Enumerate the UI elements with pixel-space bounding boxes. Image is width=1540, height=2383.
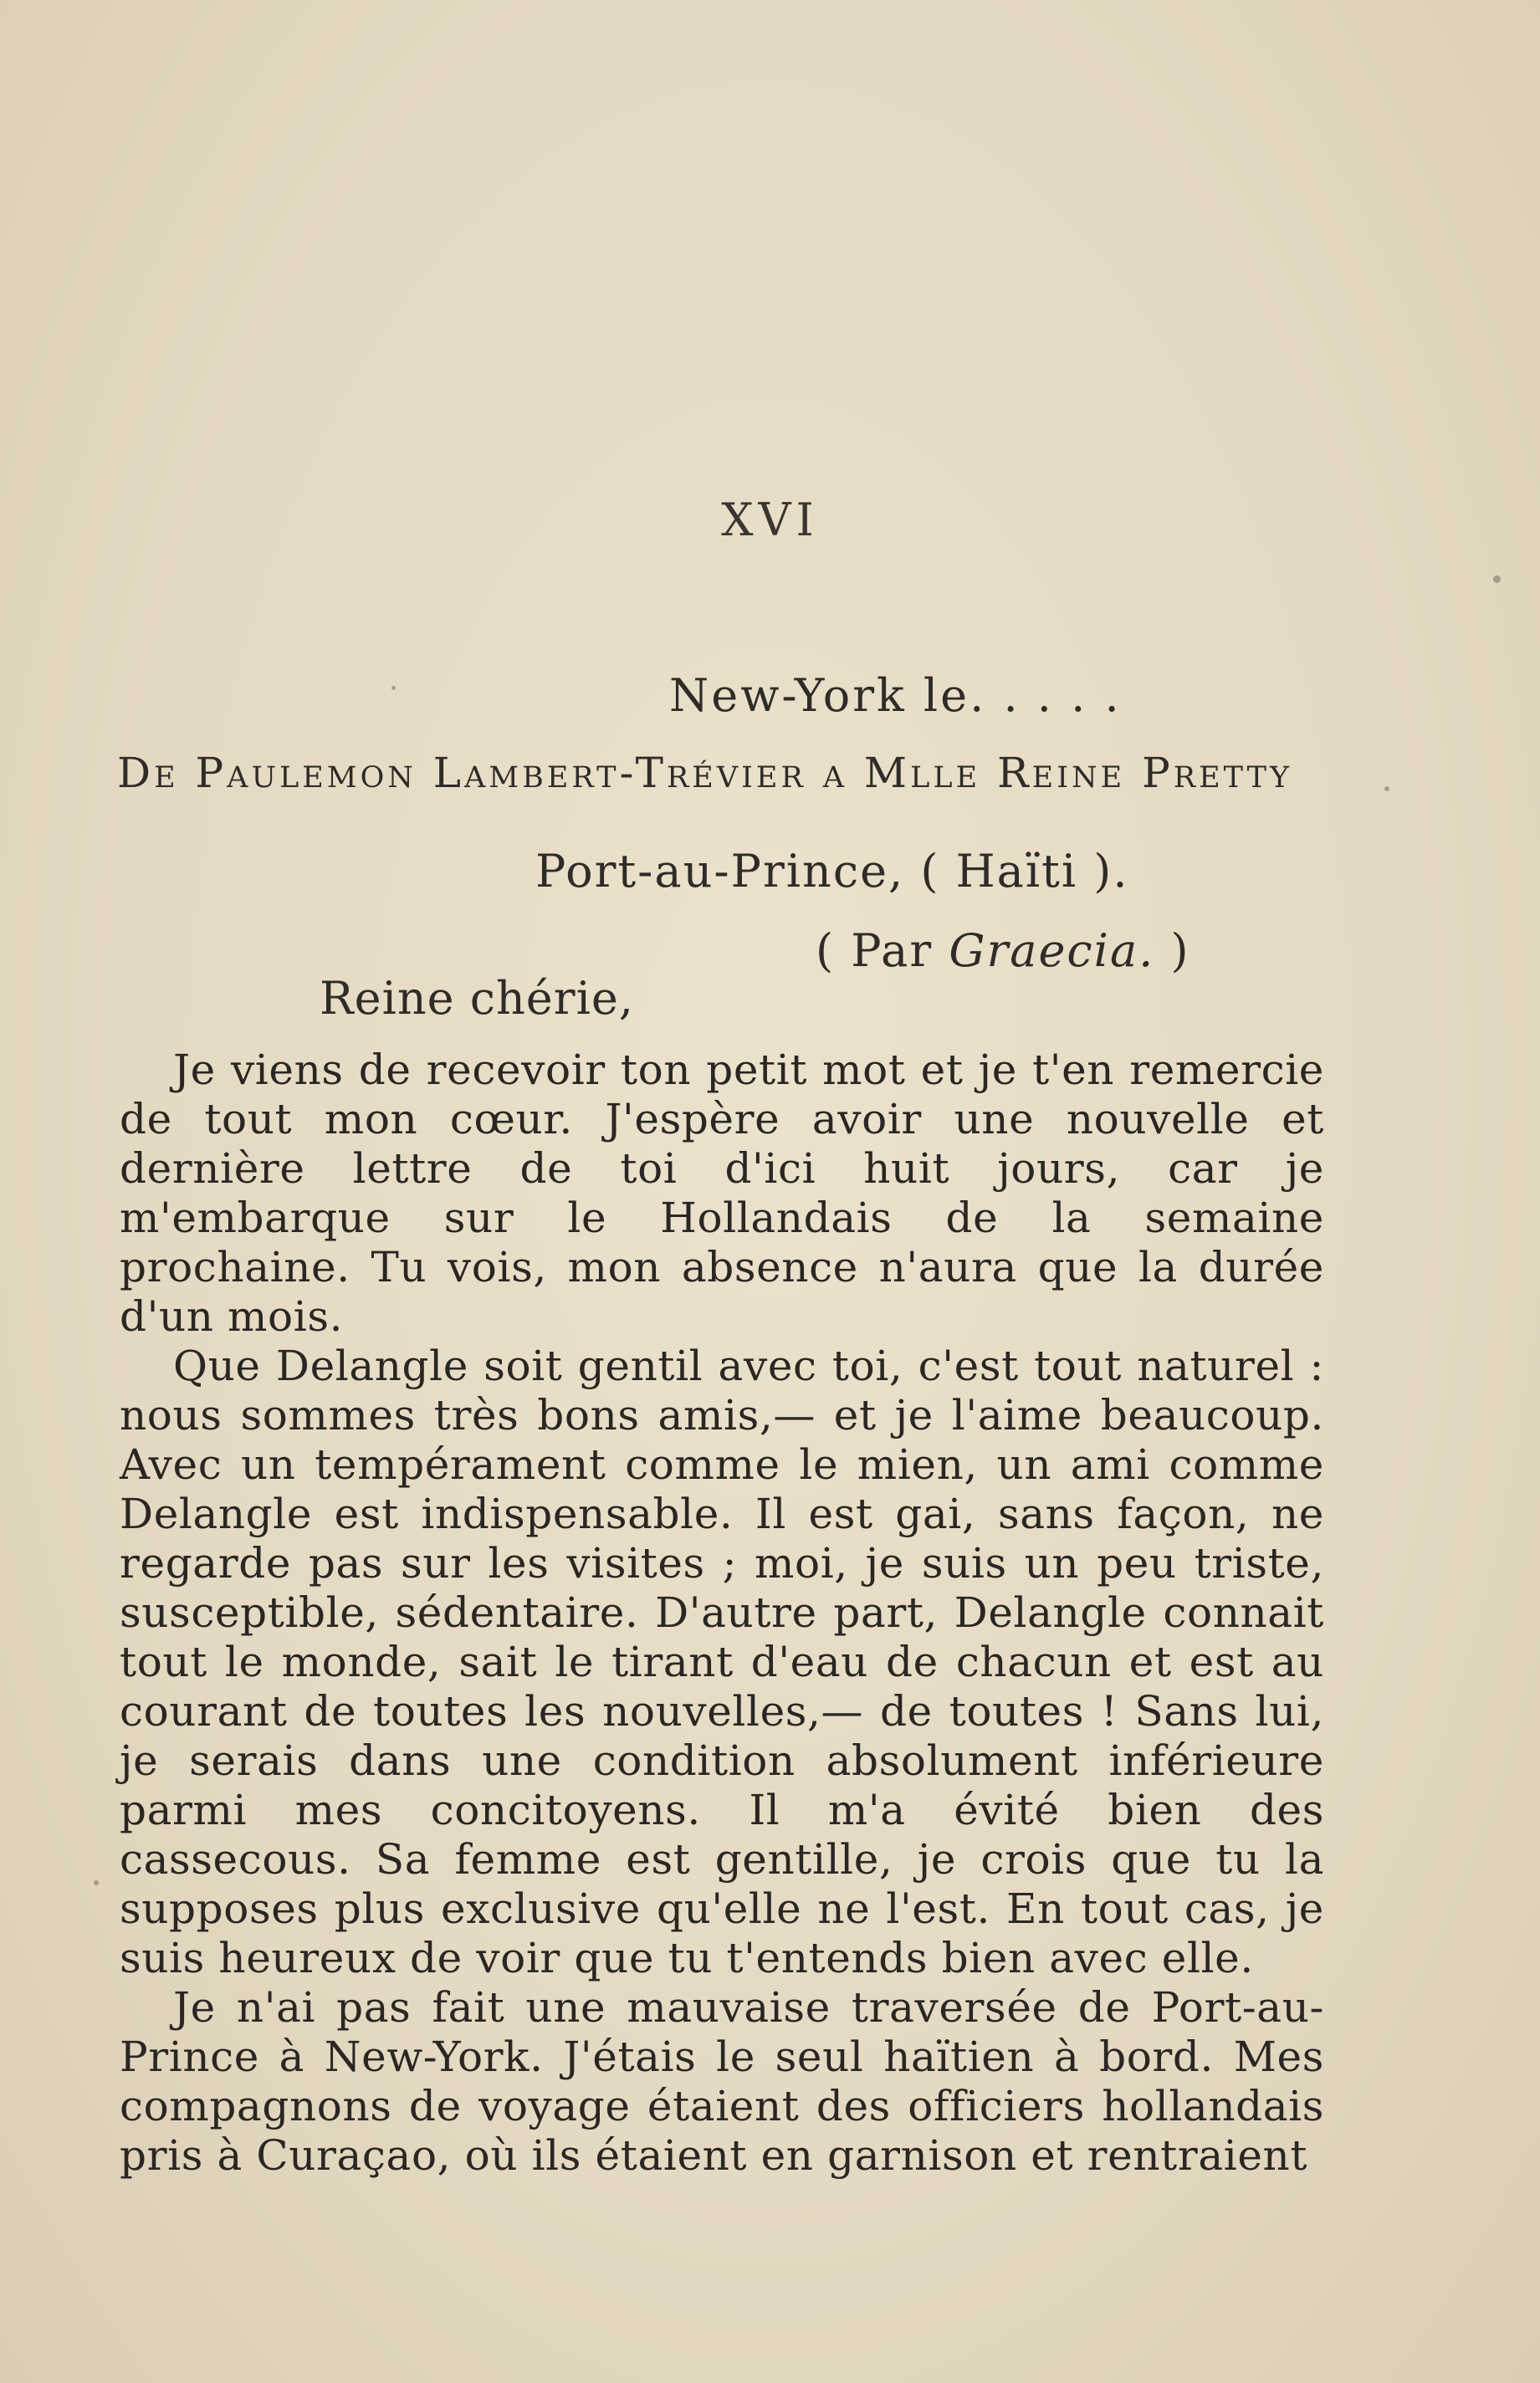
paper-speck — [94, 1880, 99, 1885]
body-paragraph: Je n'ai pas fait une mauvaise traversée de Port-au-Prince à New-York. J'étais le seul haïtien à bord. Mes compagnons de voyage étaient des officiers hollandais pris à Curaçao, où ils étaient en garnison et rentraient — [120, 1983, 1324, 2180]
ship-name: Graecia. — [949, 924, 1155, 977]
paper-speck — [1384, 786, 1389, 791]
paper-speck — [391, 686, 396, 690]
paper-speck — [1493, 575, 1501, 583]
via-open: ( Par — [816, 924, 949, 977]
letter-place-date: New-York le. . . . . — [669, 669, 1122, 722]
letter-body — [120, 1046, 1324, 2181]
chapter-number: XVI — [721, 493, 819, 546]
via-close: ) — [1154, 924, 1190, 977]
letter-destination: Port-au-Prince, ( Haïti ). — [535, 845, 1129, 897]
letter-via-ship — [816, 924, 1190, 977]
letter-salutation: Reine chérie, — [320, 972, 634, 1025]
body-paragraph: Je viens de recevoir ton petit mot et je t'en remercie de tout mon cœur. J'espère avoir une nouvelle et dernière lettre de toi d'ici huit jours, car je m'embarque sur le Hollandais de la semaine prochaine. Tu vois, mon absence n'aura que la durée d'un mois. — [120, 1046, 1324, 1341]
body-paragraph: Que Delangle soit gentil avec toi, c'est tout naturel : nous sommes très bons amis,— et je l'aime beaucoup. Avec un tempérament comme le mien, un ami comme Delangle est indispensable. Il est gai, sans façon, ne regarde pas sur les visites ; moi, je suis un peu triste, susceptible, sédentaire. D'autre part, Delangle connait tout le monde, sait le tirant d'eau de chacun et est au courant de toutes les nouvelles,— de toutes ! Sans lui, je serais dans une condition absolument inférieure parmi mes concitoyens. Il m'a évité bien des cassecous. Sa femme est gentille, je crois que tu la supposes plus exclusive qu'elle ne l'est. En tout cas, je suis heureux de voir que tu t'entends bien avec elle. — [120, 1342, 1324, 1982]
letter-heading: De Paulemon Lambert-Trévier a Mlle Reine Pretty — [117, 749, 1293, 797]
